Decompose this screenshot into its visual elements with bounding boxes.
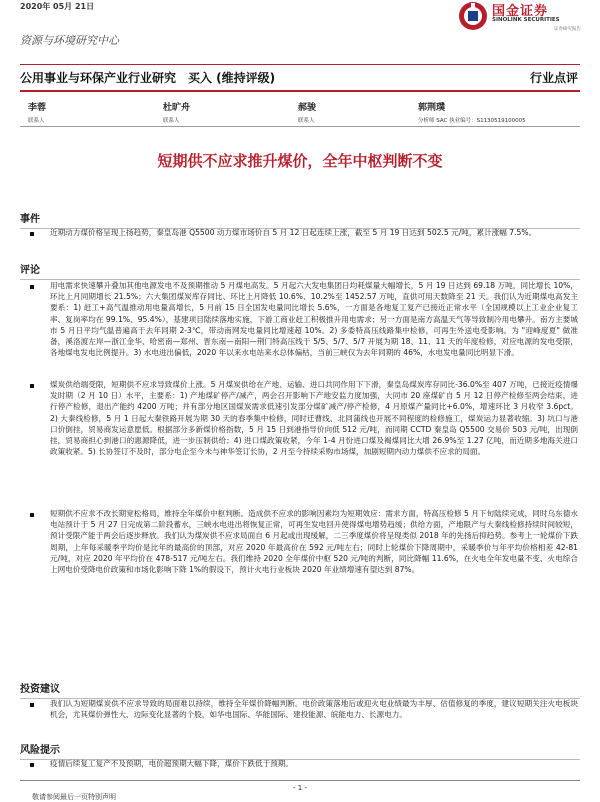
- section-title: 评论: [20, 265, 40, 276]
- disclaimer-note: 敬请参阅最后一页特别声明: [32, 793, 116, 801]
- analyst-name: 郭荆璞: [418, 103, 446, 113]
- comment-paragraph: 用电需求快速攀升叠加其他电源发电不及预期推动 5 月煤电高发。5 月起六大发电集团日均耗煤量大幅增长，5 月 19 日达到 69.18 万吨，同比增长 10%，环比上月同期增长 21.5%；六大集团煤炭库存同比、环比上月降低 10.6%、10.2%至 1452.57 万吨，直供可用天数降至 21 天。我们认为近期煤电高发主要系：1) 赶工+高气温推动用电量高增长，5 月前 15 日全国发电量同比增长 5.6%，一方面是各地复工复产已接近正常水平（全国规模以上工业企业复工率、复岗率均在 99.1%、95.4%），基建项目陆续落地实施，下游工商业赶工积极推升用电需求；另一方面是南方高温天气等导致制冷用电攀升。南方主要城市 5 月日平均气温普遍高于去年同期 2-3℃，带动南网发电量同比增速超 10%。2) 多委特高压线路集中检修，可再生外送电受影响。为 "迎峰度夏" 做准备，溪洛渡左岸—浙江金华、哈密南—郑州、晋东南—南阳—荆门特高压线于 5/5、5/7、5/7 开展为期 18、11、11 天的年度检修，对应电源的发电受限，各地煤电发电比例提升。3) 水电进出偏低，2020 年以来水电站来水总体偏枯，当前三峡仅为去年同期的 46%，水电发电量同比明显下滑。: [50, 281, 578, 358]
- title-divider: [20, 90, 580, 92]
- bullet-icon: [30, 513, 34, 517]
- analyst-role: 联系人: [28, 118, 45, 124]
- research-center-name: 资源与环境研究中心: [20, 34, 119, 47]
- analyst-block: [28, 100, 46, 124]
- analyst-block: [298, 100, 316, 124]
- bullet-icon: [30, 285, 34, 289]
- section-title: 投资建议: [20, 684, 60, 695]
- section-title: 风险提示: [20, 745, 60, 756]
- risk-paragraph: 疫情后续复工复产不及预期，电价超预期大幅下降，煤价下跌低于预期。: [50, 759, 293, 768]
- investment-paragraph: 我们认为短期煤炭供不应求导致的局面难以持续，维持全年煤价降幅判断。电价政策落地后或迎火电业绩最为丰厚、估值修复的季度，建议短期关注火电板块机会，尤其煤价弹性大、边际变化显著的个股，如华电国际、华能国际、建投能源、皖能电力、长源电力。: [50, 699, 578, 720]
- report-type: 行业点评: [529, 71, 578, 85]
- logo-chinese-name: 国金证券: [492, 4, 549, 19]
- comment-paragraph: 煤炭供给端受限，短期供不应求导致煤价上涨。5 月煤炭供给在产地、运输、进口共同作用下下滑，秦皇岛煤炭库存同比-36.0%至 407 万吨，已接近疫情爆发时期（2 月 10 日）水平，主要系：1) 产地煤矿停产/减产，两会召开影响下产地安监力度加强，大同市 20 座煤矿自 5 月 12 日停产检修至两会结束，进行停产检修，退出产能约 4200 万吨；并有部分地区国煤炭需求低速引发部分煤矿减产/停产检修，4 月原煤产量同比+6.0%，增速环比 3 月收窄 3.6pct。2) 大秦线检修，5 月 1 日起大秦铁路开展为期 30 天的春季集中检修，同时迁曹线、北同蒲线也开展不同程度的检修施工，煤炭运力显著收缩。3) 坑口与港口价倒挂，贸易商发运意愿低。根据部分多新煤价格指数，5 月 15 日到港指导价向低 512 元/吨，而同期 CCTD 秦皇岛 Q5500 交易价 503 元/吨，出现倒挂，贸易商担心到港口的惠源降低，进一步压制供给；4) 进口煤政策收紧，今年 1-4 月份进口煤及褐煤同比大增 26.9%至 1.27 亿吨，而近期多地海关进口政策收紧。5) 长协签订不及时，部分电企至今未与神华签订长协，2 月至今持续采购市场煤，加剧短期内动力煤供不应求的局面。: [50, 380, 578, 457]
- section-title: 事件: [20, 214, 40, 225]
- bullet-icon: [30, 763, 34, 767]
- sinolink-logo-icon: [458, 1, 488, 31]
- logo-english-name: SINOLINK SECURITIES: [492, 17, 560, 23]
- comment-paragraph: 短期供不应求不改长期宽松格局，维持全年煤价中枢判断。造成供不应求的影响因素均为短期效应：需求方面，特高压检修 5 月下旬陆续完成，同时乌东德水电站预计于 5 月 27 日完成第二阶段蓄水，三峡水电进出将恢复正常，可再生发电回升使得煤电增势趋缓；供给方面，产地限产与大秦线检修持续时间较短，预计受限产能于两会后逐步释放。我们认为煤炭供不应求局面自 6 月起或出现缓解，二三季度煤价将呈现类似 2018 年的先扬后抑趋势。参考上一轮煤价下跌周期，上年每采暖季平均价是比年的最高价的顶部，对应 2020 年最高价在 592 元/吨左右；同时上轮煤价下降周期中，采暖季价与年平均价格相差 42-81 元/吨，对应 2020 年平均价在 478-517 元/吨左右。我们维持 2020 全年煤价中枢 520 元/吨的判断，同比降幅 11.6%，在火电全年发电量不变、火电综合上网电价受降电价政策和市场化影响下降 1%的假设下，预计火电行业板块 2020 年业绩增速有望达到 87%。: [50, 509, 578, 575]
- footer-divider: [20, 780, 580, 781]
- analyst-role: 联系人: [163, 118, 180, 124]
- section-investment: [20, 680, 580, 699]
- analyst-role: 分析师 SAC 执业编号：S1130519100005: [418, 118, 526, 124]
- analyst-name: 李蓉: [28, 103, 47, 113]
- logo-slogan: 证券研究报告: [554, 27, 581, 32]
- analyst-name: 杜旷舟: [163, 103, 191, 113]
- report-date: 2020年 05月 21日: [20, 2, 95, 11]
- analyst-name: 郝骏: [298, 103, 317, 113]
- bullet-icon: [30, 232, 34, 236]
- report-headline: 短期供不应求推升煤价，全年中枢判断不变: [157, 152, 443, 170]
- analyst-role: 联系人: [298, 118, 315, 124]
- bullet-icon: [30, 384, 34, 388]
- event-paragraph: 近期动力煤价格呈现上扬趋势，秦皇岛港 Q5500 动力煤市场价自 5 月 12 日起连续上涨，截至 5 月 19 日达到 502.5 元/吨，累计涨幅 7.5%。: [50, 228, 537, 237]
- analyst-divider: [20, 126, 580, 127]
- bullet-icon: [30, 703, 34, 707]
- analyst-block: [163, 100, 190, 124]
- page-number: - 1 -: [293, 784, 307, 792]
- section-comment: [20, 261, 580, 280]
- header-divider: [20, 64, 580, 65]
- company-logo: [458, 0, 581, 34]
- report-title: 公用事业与环保产业行业研究 买入 (维持评级): [20, 71, 276, 85]
- analyst-block: [418, 100, 526, 124]
